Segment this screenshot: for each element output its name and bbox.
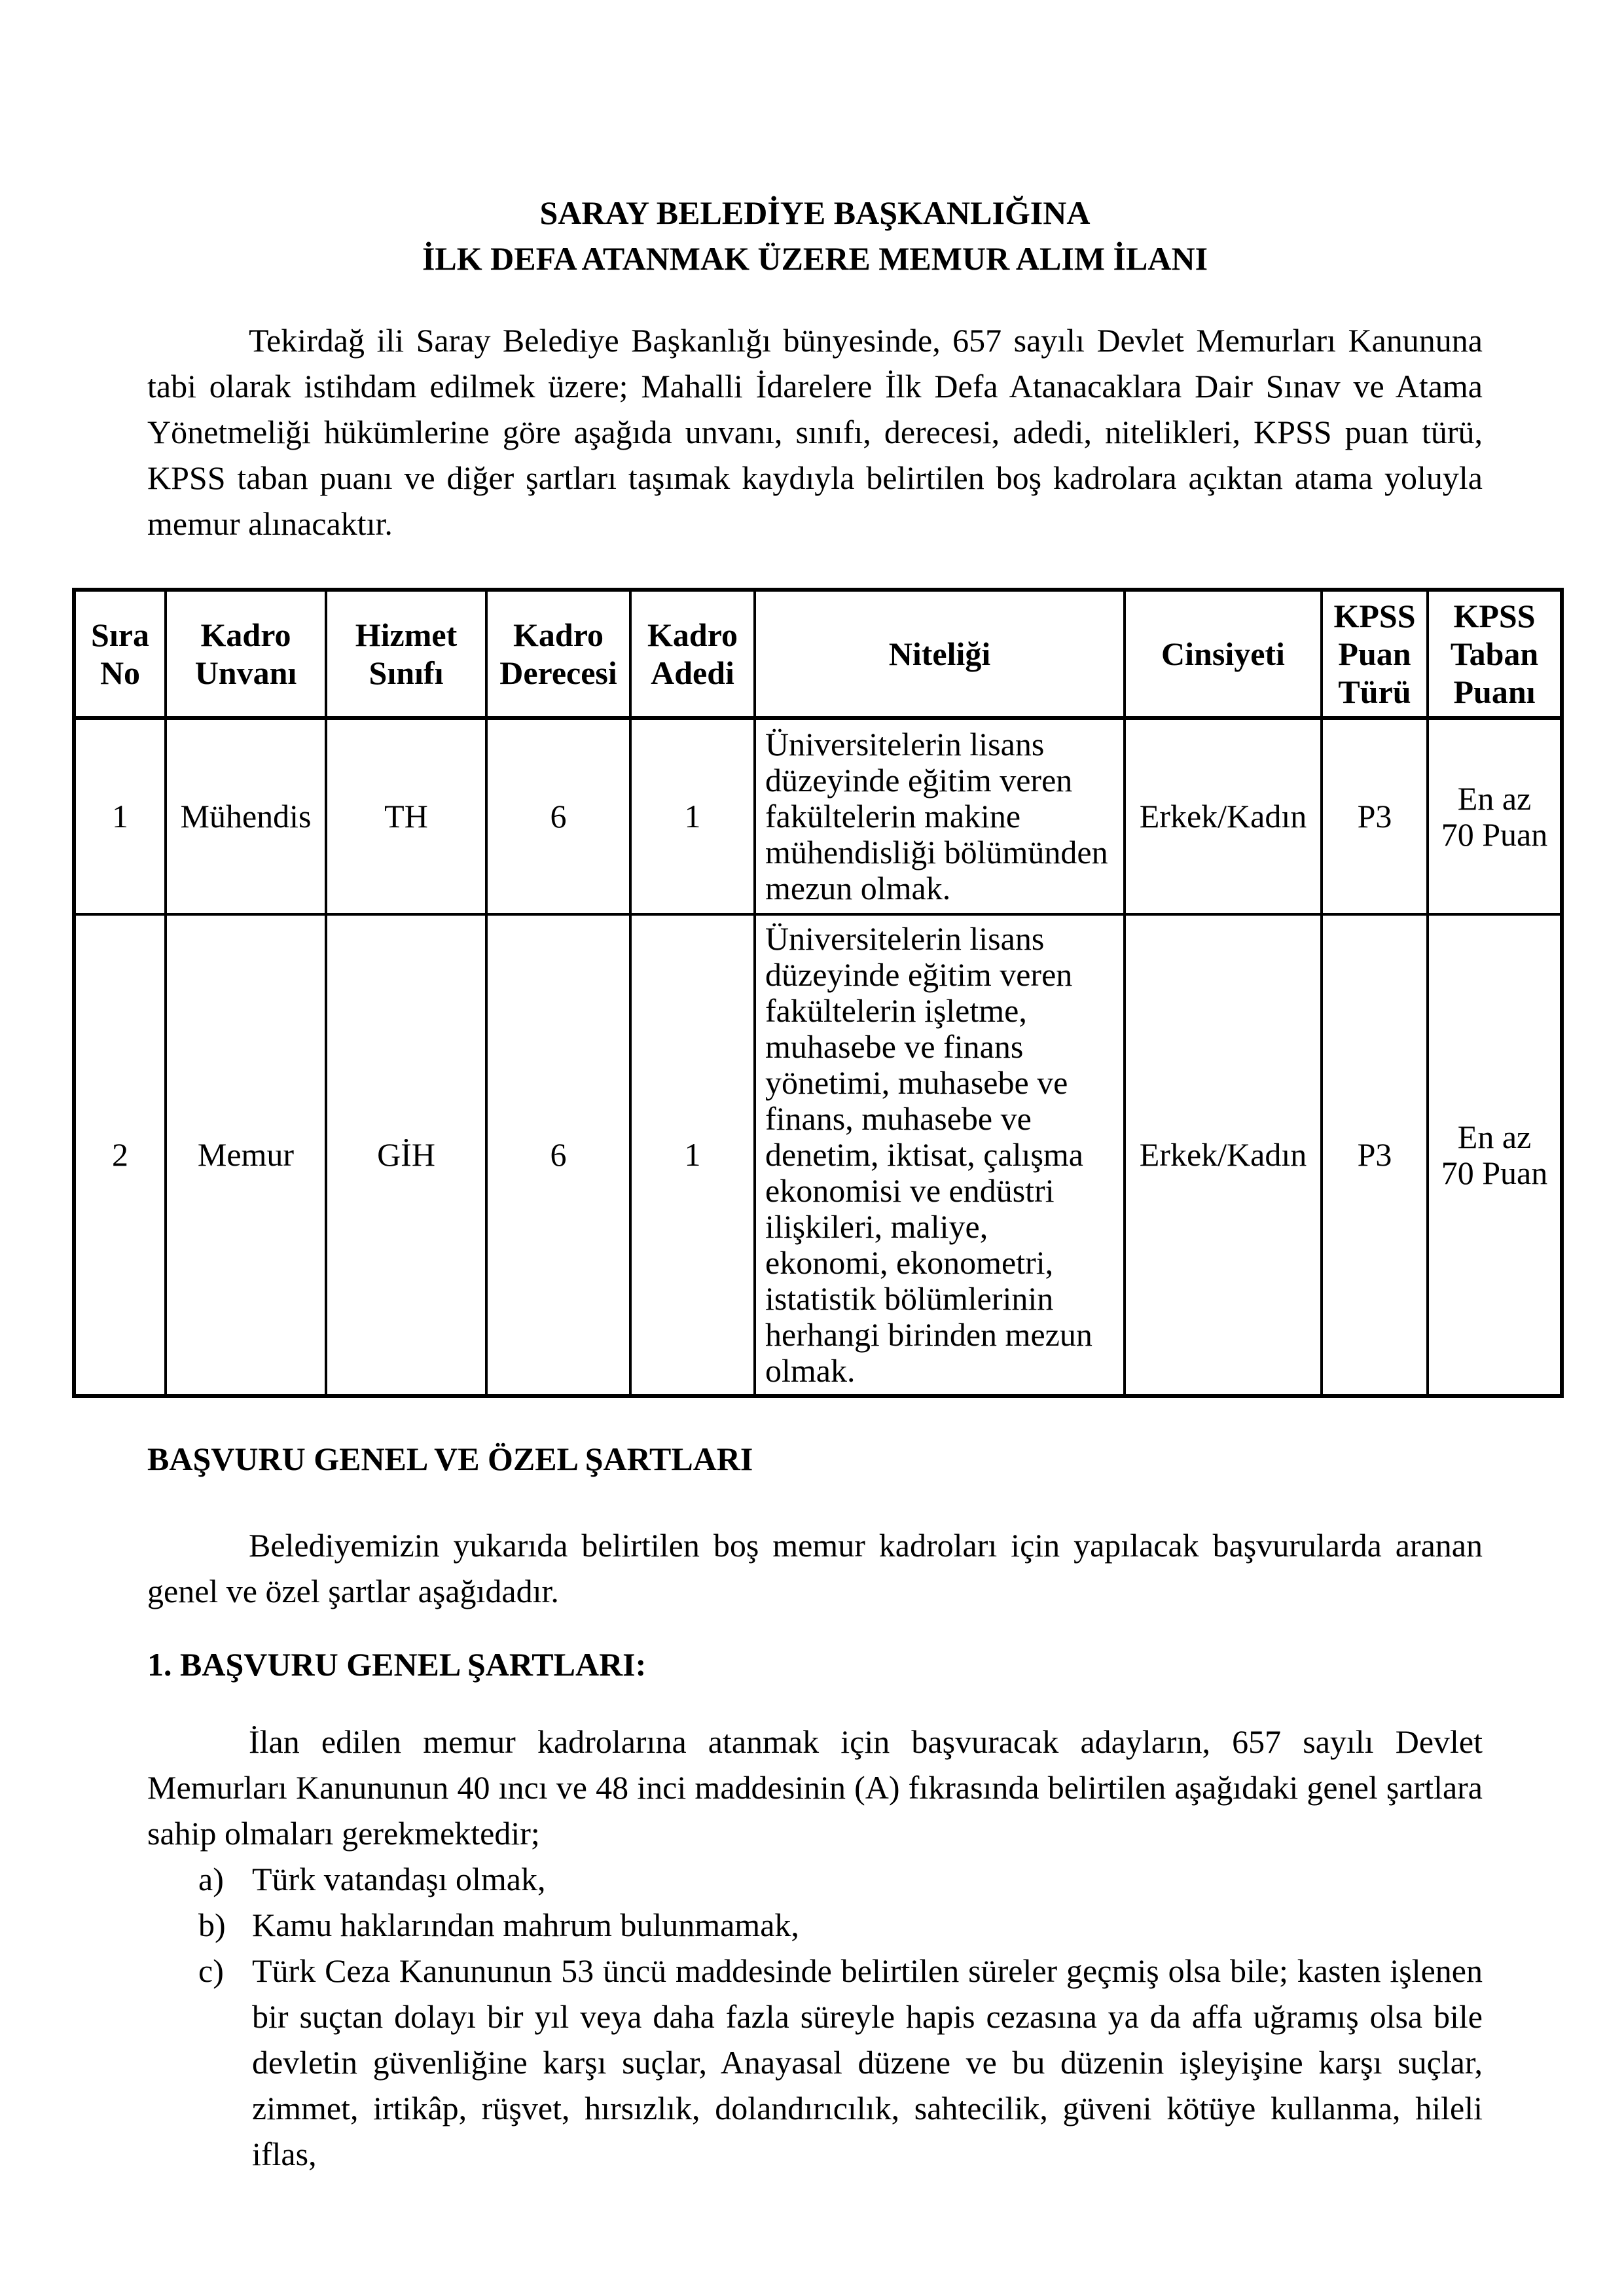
header-kpss-taban-puani: KPSS Taban Puanı (1428, 590, 1562, 718)
paragraph-belediyemizin: Belediyemizin yukarıda belirtilen boş memur kadroları için yapılacak başvurularda aranan genel ve özel şartlar aşağıdadır. (147, 1527, 1483, 1609)
cell-kadro-adedi: 1 (630, 718, 755, 914)
cell-cinsiyeti: Erkek/Kadın (1125, 718, 1322, 914)
cell-kadro-adedi: 1 (630, 914, 755, 1396)
paragraph-ilan-edilen: İlan edilen memur kadrolarına atanmak için başvuracak adayların, 657 sayılı Devlet Memurları Kanununun 40 ıncı ve 48 inci maddesinin (A) fıkrasında belirtilen aşağıdaki genel şartlara sahip olmaları gerekmektedir; (147, 1723, 1483, 1852)
header-niteligi: Niteliği (755, 590, 1125, 718)
intro-paragraph: Tekirdağ ili Saray Belediye Başkanlığı bünyesinde, 657 sayılı Devlet Memurları Kanununa tabi olarak istihdam edilmek üzere; Mahalli İdarelere İlk Defa Atanacaklara Dair Sınav ve Atama Yönetmeliği hükümlerine göre aşağıda unvanı, sınıfı, derecesi, adedi, nitelikleri, KPSS puan türü, KPSS taban puanı ve diğer şartları taşımak kaydıyla belirtilen boş kadrolara açıktan atama yoluyla memur alınacaktır. (147, 322, 1483, 542)
list-item-a-text: Türk vatandaşı olmak, (252, 1861, 546, 1897)
title-line-1: SARAY BELEDİYE BAŞKANLIĞINA (539, 194, 1091, 231)
document-title (147, 190, 1483, 281)
list-marker-c: c) (198, 1952, 224, 1989)
list-item-a (147, 1856, 1483, 1902)
general-conditions-list (147, 1856, 1483, 2177)
cell-niteligi: Üniversitelerin lisans düzeyinde eğitim veren fakültelerin işletme, muhasebe ve finans yönetimi, muhasebe ve finans, muhasebe ve denetim, iktisat, çalışma ekonomisi ve endüstri ilişkileri, maliye, ekonomi, ekonometri, istatistik bölümlerinin herhangi birinden mezun olmak. (755, 914, 1125, 1396)
cell-niteligi: Üniversitelerin lisans düzeyinde eğitim veren fakültelerin makine mühendisliği bölümünden mezun olmak. (755, 718, 1125, 914)
section-heading-basvuru-genel-ve-ozel-sartlari: BAŞVURU GENEL VE ÖZEL ŞARTLARI (147, 1441, 753, 1477)
list-marker-b: b) (198, 1907, 226, 1943)
header-kpss-puan-turu: KPSS Puan Türü (1322, 590, 1428, 718)
cell-cinsiyeti: Erkek/Kadın (1125, 914, 1322, 1396)
table-row (74, 718, 1562, 914)
table-row (74, 914, 1562, 1396)
cell-kpss-taban-puani: En az 70 Puan (1428, 914, 1562, 1396)
cell-kadro-derecesi: 6 (486, 914, 630, 1396)
cell-hizmet-sinifi: GİH (326, 914, 486, 1396)
header-sira-no: Sıra No (74, 590, 166, 718)
list-item-b-text: Kamu haklarından mahrum bulunmamak, (252, 1907, 799, 1943)
cell-kpss-puan-turu: P3 (1322, 718, 1428, 914)
list-marker-a: a) (198, 1861, 224, 1897)
cell-kpss-puan-turu: P3 (1322, 914, 1428, 1396)
cell-sira-no: 2 (74, 914, 166, 1396)
list-item-c-text: Türk Ceza Kanununun 53 üncü maddesinde belirtilen süreler geçmiş olsa bile; kasten işlenen bir suçtan dolayı bir yıl veya daha fazla süreyle hapis cezasına ya da affa uğramış olsa bile devletin güvenliğine karşı suçlar, Anayasal düzene ve bu düzenin işleyişine karşı suçlar, zimmet, irtikâp, rüşvet, hırsızlık, dolandırıcılık, sahtecilik, güveni kötüye kullanma, hileli iflas, (252, 1952, 1483, 2172)
position-table (72, 588, 1564, 1398)
table-header-row (74, 590, 1562, 718)
cell-hizmet-sinifi: TH (326, 718, 486, 914)
cell-kpss-taban-puani: En az 70 Puan (1428, 718, 1562, 914)
header-hizmet-sinifi: Hizmet Sınıfı (326, 590, 486, 718)
title-line-2: İLK DEFA ATANMAK ÜZERE MEMUR ALIM İLANI (422, 240, 1208, 277)
list-item-c (147, 1948, 1483, 2177)
header-kadro-adedi: Kadro Adedi (630, 590, 755, 718)
header-kadro-derecesi: Kadro Derecesi (486, 590, 630, 718)
cell-sira-no: 1 (74, 718, 166, 914)
cell-kadro-derecesi: 6 (486, 718, 630, 914)
section-heading-basvuru-genel-sartlari: 1. BAŞVURU GENEL ŞARTLARI: (147, 1646, 647, 1683)
list-item-b (147, 1902, 1483, 1948)
header-cinsiyeti: Cinsiyeti (1125, 590, 1322, 718)
cell-kadro-unvani: Memur (166, 914, 326, 1396)
header-kadro-unvani: Kadro Unvanı (166, 590, 326, 718)
cell-kadro-unvani: Mühendis (166, 718, 326, 914)
